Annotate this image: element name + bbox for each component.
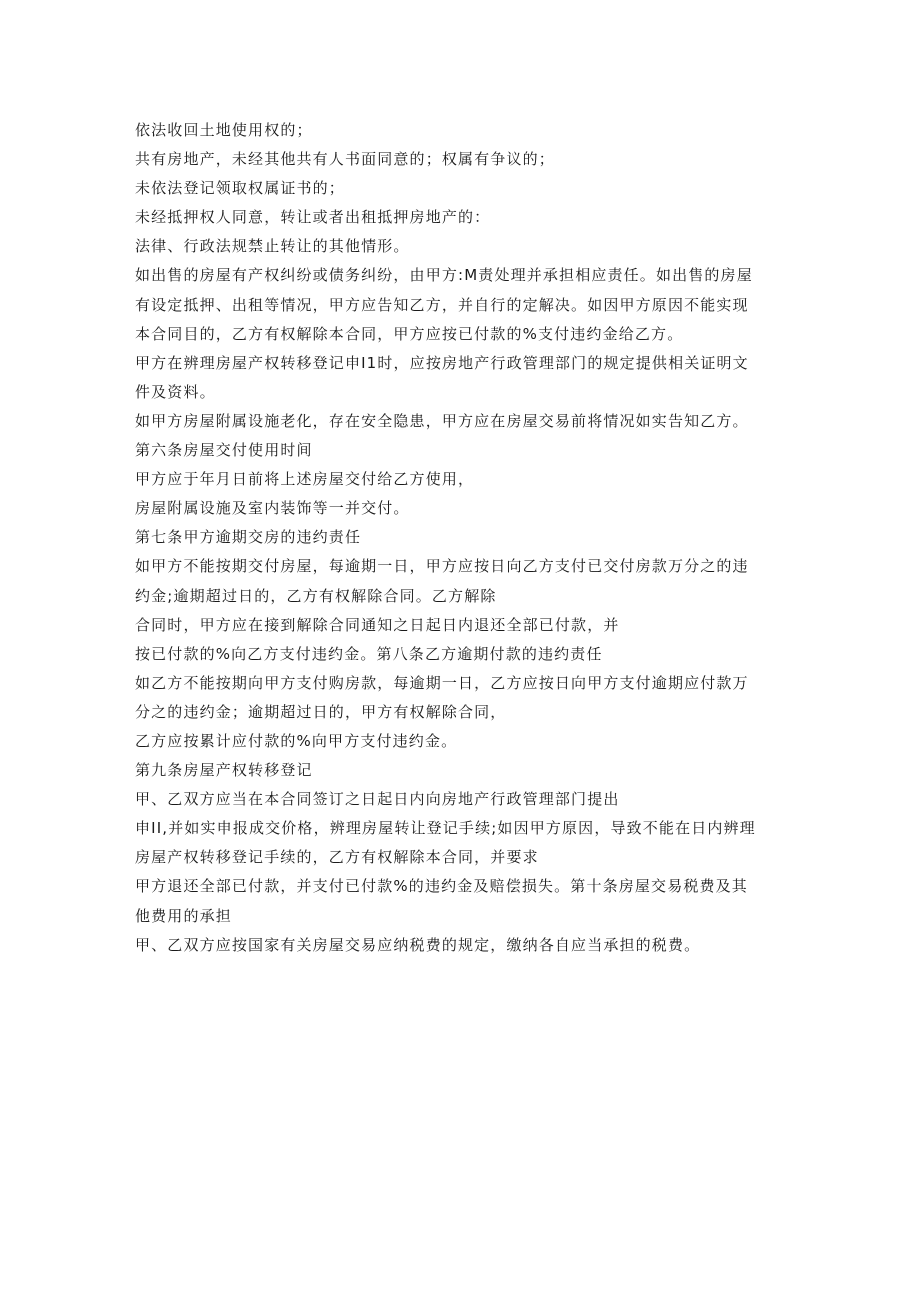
text-line: 共有房地产，未经其他共有人书面同意的；权属有争议的； — [135, 150, 555, 169]
section-heading: 第六条房屋交付使用时间 — [135, 441, 313, 460]
text-line: 甲、乙双方应当在本合同签订之日起日内向房地产行政管理部门提出 — [135, 790, 620, 809]
text-line: 如甲方房屋附属设施老化，存在安全隐患，甲方应在房屋交易前将情况如实告知乙方。 — [135, 411, 749, 430]
text-line: 如乙方不能按期向甲方支付购房款，每逾期一日，乙方应按日向甲方支付逾期应付款万 — [135, 673, 749, 692]
section-heading: 第九条房屋产权转移登记 — [135, 761, 313, 780]
text-line: 分之的违约金；逾期超过日的，甲方有权解除合同， — [135, 702, 507, 721]
text-line: 有设定抵押、出租等情况，甲方应告知乙方，并自行的定解决。如因甲方原因不能实现 — [135, 295, 749, 314]
section-heading: 第七条甲方逾期交房的违约责任 — [135, 528, 362, 547]
text-line: 房屋产权转移登记手续的，乙方有权解除本合同，并要求 — [135, 848, 539, 867]
text-line: 他费用的承担 — [135, 906, 232, 925]
text-line: 申II,并如实申报成交价格，辨理房屋转让登记手续;如因甲方原因，导致不能在日内辨理 — [135, 819, 756, 838]
text-line: 依法收回土地使用权的； — [135, 121, 313, 139]
text-line: 本合同目的，乙方有权解除本合同，甲方应按已付款的%支付违约金给乙方。 — [135, 324, 684, 343]
text-line: 按已付款的%向乙方支付违约金。第八条乙方逾期付款的违约责任 — [135, 644, 603, 663]
text-line: 甲方应于年月日前将上述房屋交付给乙方使用， — [135, 470, 475, 489]
text-line: 未依法登记领取权属证书的； — [135, 179, 345, 198]
text-line: 如甲方不能按期交付房屋，每逾期一日，甲方应按日向乙方支付已交付房款万分之的违 — [135, 557, 749, 576]
text-line: 甲、乙双方应按国家有关房屋交易应纳税费的规定，缴纳各自应当承担的税费。 — [135, 935, 701, 954]
document-body — [135, 116, 795, 960]
text-line: 甲方退还全部已付款，并支付已付款%的违约金及赔偿损失。第十条房屋交易税费及其 — [135, 877, 748, 896]
text-line: 乙方应按累计应付款的%向甲方支付违约金。 — [135, 731, 458, 750]
text-line: 甲方在辨理房屋产权转移登记申I1时，应按房地产行政管理部门的规定提供相关证明文 — [135, 353, 749, 372]
text-line: 如出售的房屋有产权纠纷或债务纠纷，由甲方:M责处理并承担相应责任。如出售的房屋 — [135, 266, 753, 285]
text-line: 法律、行政法规禁止转让的其他情形。 — [135, 237, 410, 256]
text-line: 约金;逾期超过日的，乙方有权解除合同。乙方解除 — [135, 586, 497, 605]
text-line: 件及资料。 — [135, 382, 216, 401]
text-line: 房屋附属设施及室内装饰等一并交付。 — [135, 499, 410, 518]
text-line: 未经抵押权人同意，转让或者出租抵押房地产的： — [135, 208, 491, 227]
text-line: 合同时，甲方应在接到解除合同通知之日起日内退还全部已付款，并 — [135, 615, 620, 634]
